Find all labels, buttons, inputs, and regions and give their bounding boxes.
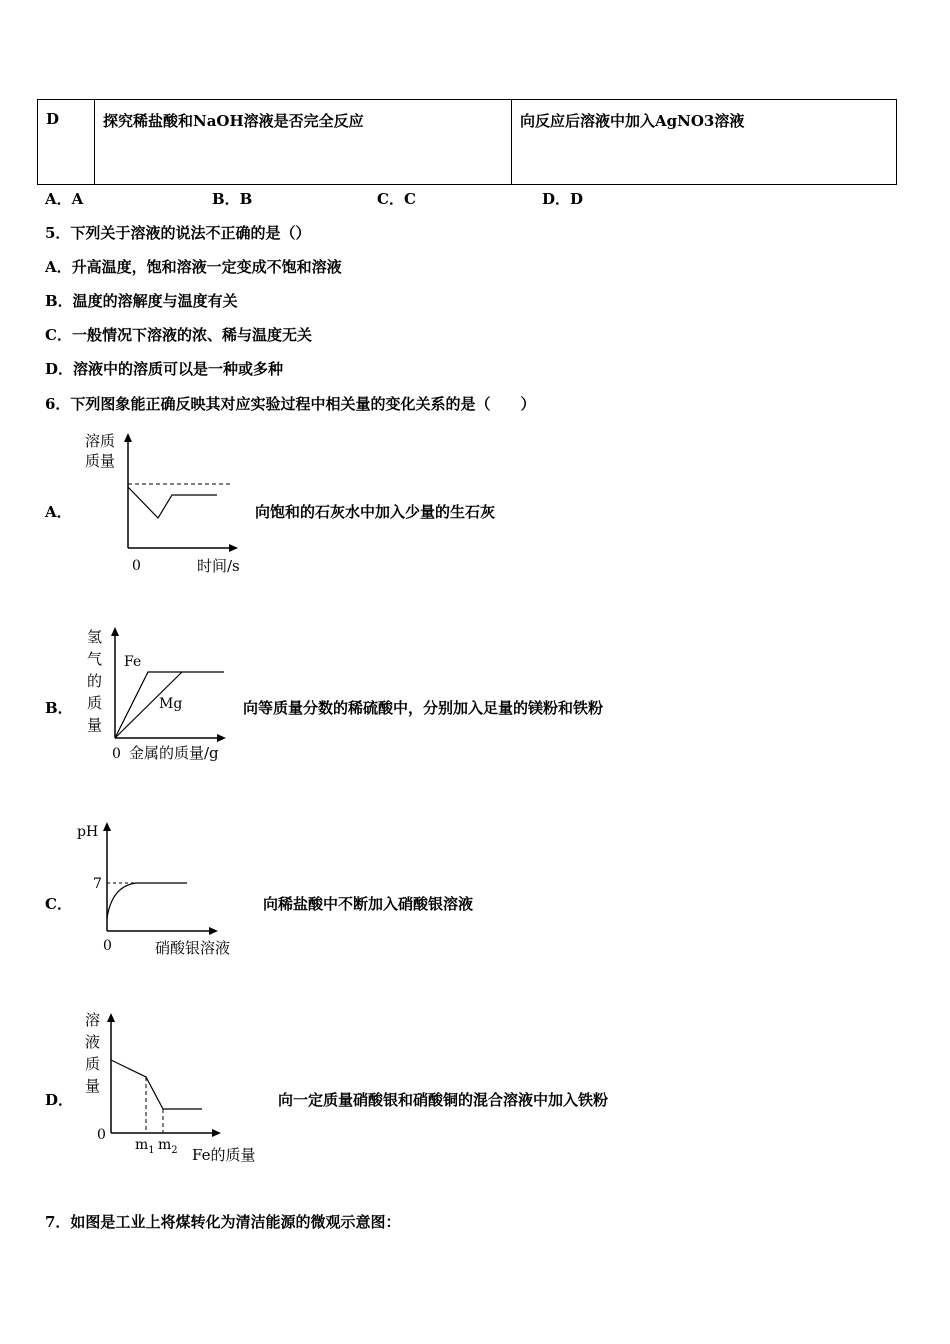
graph-c [74, 816, 254, 961]
q4-option-d: D．D [542, 190, 584, 208]
graph-b-fe-label: Fe [124, 654, 142, 670]
q5-option-b: B．温度的溶解度与温度有关 [45, 292, 238, 310]
q5-option-c: C．一般情况下溶液的浓、稀与温度无关 [45, 326, 312, 344]
graph-d-m2-sub: 2 [171, 1145, 178, 1156]
graph-d-ylabel-3: 质 [85, 1055, 101, 1073]
graph-b-x-arrow [217, 734, 226, 742]
q4-option-b: B．B [212, 190, 253, 208]
graph-d-m2-main: m [158, 1137, 172, 1153]
graph-c-y-arrow [103, 822, 111, 831]
graph-c-curve [107, 883, 187, 918]
q6-option-a-desc: 向饱和的石灰水中加入少量的生石灰 [255, 503, 496, 521]
table-cell-method: 向反应后溶液中加入AgNO3溶液 [512, 100, 897, 185]
graph-d-ylabel-4: 量 [85, 1077, 101, 1095]
graph-d-origin: 0 [97, 1127, 106, 1143]
q7-stem: 7．如图是工业上将煤转化为清洁能源的微观示意图： [45, 1213, 401, 1231]
graph-a-curve [128, 487, 217, 518]
graph-d-xlabel: Fe的质量 [192, 1146, 256, 1164]
graph-b-ylabel-2: 气 [87, 650, 103, 668]
q6-option-b-desc: 向等质量分数的稀硫酸中，分别加入足量的镁粉和铁粉 [243, 699, 604, 717]
table-cell-label: D [38, 100, 95, 185]
graph-d [80, 1005, 270, 1167]
graph-a-x-arrow [229, 544, 238, 552]
graph-c-tick-7: 7 [93, 876, 102, 892]
q6-option-c-label: C． [45, 895, 72, 913]
question-table [37, 99, 897, 185]
graph-b-ylabel-3: 的 [87, 672, 103, 690]
q6-option-b-label: B． [45, 699, 73, 717]
table-row [38, 100, 897, 185]
q5-option-d: D．溶液中的溶质可以是一种或多种 [45, 360, 284, 378]
graph-c-x-arrow [209, 927, 218, 935]
graph-a-y-arrow [124, 433, 132, 442]
graph-b-ylabel-5: 量 [87, 716, 103, 734]
graph-d-curve [111, 1060, 202, 1109]
graph-b-ylabel-1: 氢 [87, 628, 103, 646]
q5-stem: 5．下列关于溶液的说法不正确的是（） [45, 224, 311, 242]
graph-b-y-arrow [111, 627, 119, 636]
graph-b-origin: 0 [112, 746, 121, 762]
q6-stem: 6．下列图象能正确反映其对应实验过程中相关量的变化关系的是（ ） [45, 395, 536, 413]
q4-option-c: C．C [377, 190, 416, 208]
graph-d-m2 [158, 1137, 178, 1156]
graph-a-ylabel-1: 溶质 [85, 432, 116, 450]
graph-d-m1-sub: 1 [148, 1145, 155, 1156]
q4-option-a: A．A [45, 190, 84, 208]
graph-a-origin: 0 [132, 558, 141, 574]
graph-a-xlabel: 时间/s [197, 557, 240, 575]
graph-d-m1 [135, 1137, 155, 1156]
q6-option-d-label: D． [45, 1091, 74, 1109]
table-cell-purpose: 探究稀盐酸和NaOH溶液是否完全反应 [95, 100, 512, 185]
graph-c-ylabel: pH [77, 824, 99, 840]
graph-d-x-arrow [212, 1129, 221, 1137]
q6-option-a-label: A． [45, 503, 72, 521]
graph-d-ylabel-2: 液 [85, 1033, 101, 1051]
graph-c-origin: 0 [103, 938, 112, 954]
graph-d-m1-main: m [135, 1137, 149, 1153]
q6-option-c-desc: 向稀盐酸中不断加入硝酸银溶液 [263, 895, 474, 913]
graph-a [80, 428, 255, 580]
graph-b-mg-label: Mg [159, 696, 183, 712]
graph-d-ylabel-1: 溶 [85, 1011, 101, 1029]
graph-b-ylabel-4: 质 [87, 694, 103, 712]
graph-c-xlabel: 硝酸银溶液 [155, 939, 231, 957]
graph-b-xlabel: 金属的质量/g [129, 744, 219, 762]
q6-option-d-desc: 向一定质量硝酸银和硝酸铜的混合溶液中加入铁粉 [278, 1091, 609, 1109]
graph-a-ylabel-2: 质量 [85, 452, 116, 470]
graph-d-y-arrow [107, 1013, 115, 1022]
graph-b [82, 622, 237, 767]
q5-option-a: A．升高温度，饱和溶液一定变成不饱和溶液 [45, 258, 342, 276]
